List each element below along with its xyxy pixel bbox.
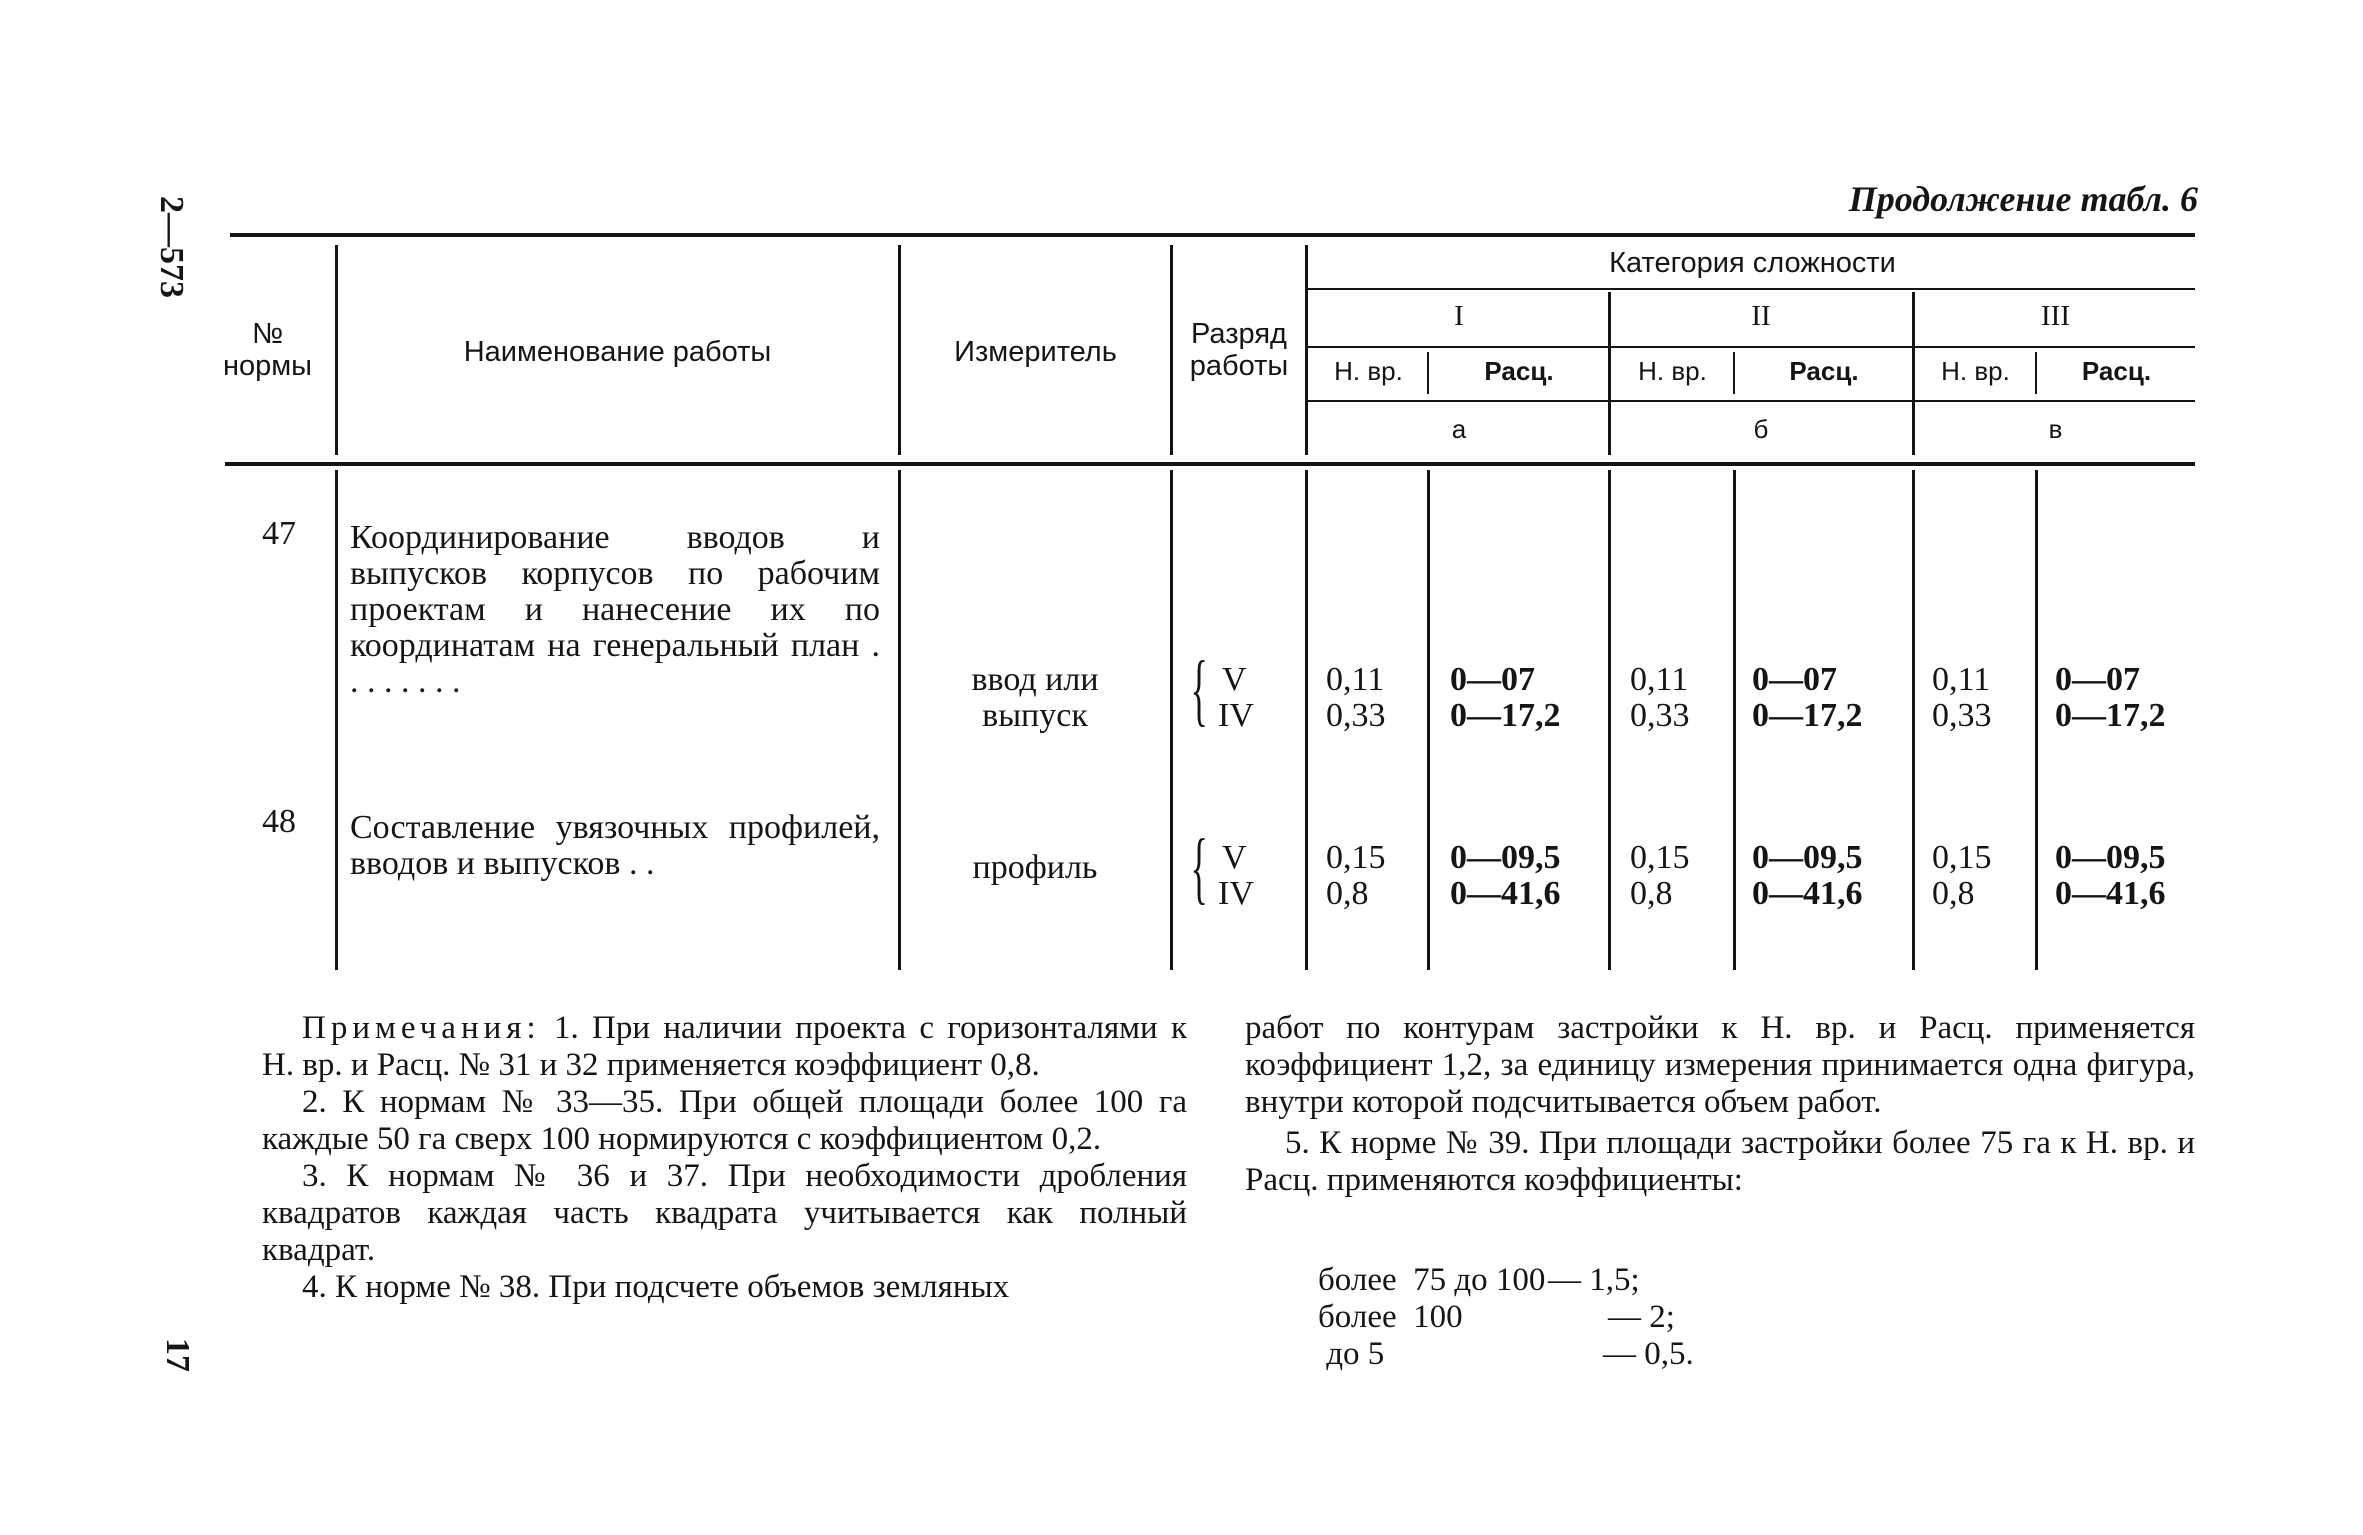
sheet-code: 2—573 [153,196,190,298]
row-grade: V [1222,839,1247,876]
row-rasc-v: 0—09,5 [2055,839,2166,876]
header-work-name: Наименование работы [463,336,772,368]
page-number: 17 [159,1338,196,1372]
header-complexity: Категория сложности [1609,247,1896,279]
row-grade: IV [1218,875,1254,912]
row-rasc-b: 0—07 [1752,661,1837,698]
header-rasc-3: Расц. [2081,356,2152,386]
row-n-vr-b: 0,15 [1630,839,1690,876]
header-n-vr-3: Н. вр. [1941,356,2010,386]
row-grade: V [1222,661,1247,698]
notes-right-column [1245,1010,2195,1199]
row-rasc-a: 0—17,2 [1450,697,1561,734]
notes-left-column [262,1010,1187,1306]
row-rasc-v: 0—41,6 [2055,875,2166,912]
row-unit: ввод или выпуск [971,661,1099,734]
row-grade: IV [1218,697,1254,734]
header-category-2: II [1751,300,1771,332]
row-rasc-v: 0—17,2 [2055,697,2166,734]
row-n-vr-v: 0,11 [1932,661,1991,698]
row-rasc-a: 0—41,6 [1450,875,1561,912]
header-unit: Измеритель [954,336,1117,368]
header-n-vr-1: Н. вр. [1334,356,1403,386]
header-grade: Разряд работы [1189,318,1289,382]
list-item: до 5 — 0,5. [1318,1336,1694,1372]
header-category-3: III [2041,300,2070,332]
header-letter-a: а [1451,414,1467,444]
note-1: 1. При наличии проекта с горизонталями к Н. вр. и Расц. № 31 и 32 применяется коэффициент 0,8. [262,1010,1188,1083]
row-n-vr-a: 0,8 [1326,875,1369,912]
row-n-vr-b: 0,11 [1630,661,1689,698]
grade-brace: { [1190,646,1208,734]
header-letter-v: в [2048,414,2063,444]
note-4-continued: работ по контурам застройки к Н. вр. и Расц. применяется коэффициент 1,2, за единицу измерения принимается одна фигура, внутри которой подсчитывается объем работ. [1245,1010,2195,1120]
row-n-vr-a: 0,11 [1326,661,1385,698]
row-rasc-a: 0—09,5 [1450,839,1561,876]
header-rasc-2: Расц. [1789,356,1859,386]
row-n-vr-b: 0,33 [1630,697,1690,734]
row-norm-no: 48 [262,803,296,840]
list-item: более 75 до 100— 1,5; [1318,1262,1640,1298]
row-n-vr-a: 0,15 [1326,839,1386,876]
notes-label: Примечания: [302,1010,541,1046]
row-unit: профиль [972,849,1098,886]
note-3: 3. К нормам № 36 и 37. При необходимости дробления квадратов каждая часть квадрата учитывается как полный квадрат. [262,1158,1187,1268]
row-n-vr-v: 0,15 [1932,839,1992,876]
row-work-name: Координирование вводов и выпусков корпусов по рабочим проектам и нанесение их по координатам на генеральный план . . . . . . . . [350,519,880,700]
row-n-vr-b: 0,8 [1630,875,1673,912]
note-2: 2. К нормам № 33—35. При общей площади более 100 га каждые 50 га сверх 100 нормируются с коэффициентом 0,2. [262,1084,1187,1157]
header-norm-no: № нормы [222,318,313,382]
note-5: 5. К норме № 39. При площади застройки более 75 га к Н. вр. и Расц. применяются коэффициенты: [1245,1125,2195,1198]
row-n-vr-v: 0,33 [1932,697,1992,734]
coefficient-list [1318,1262,1694,1373]
row-rasc-b: 0—41,6 [1752,875,1863,912]
header-letter-b: б [1753,414,1769,444]
list-item: более 100 — 2; [1318,1299,1675,1335]
table-caption: Продолжение табл. 6 [1848,179,2198,219]
row-n-vr-a: 0,33 [1326,697,1386,734]
row-norm-no: 47 [262,515,296,552]
grade-brace: { [1190,824,1208,912]
row-rasc-v: 0—07 [2055,661,2140,698]
row-rasc-a: 0—07 [1450,661,1535,698]
row-rasc-b: 0—09,5 [1752,839,1863,876]
row-work-name: Составление увязочных профилей, вводов и выпусков . . [350,809,880,882]
note-4-start: 4. К норме № 38. При подсчете объемов земляных [302,1269,1010,1305]
row-rasc-b: 0—17,2 [1752,697,1863,734]
header-category-1: I [1454,300,1464,332]
header-n-vr-2: Н. вр. [1638,356,1707,386]
header-rasc-1: Расц. [1484,356,1554,386]
row-n-vr-v: 0,8 [1932,875,1975,912]
